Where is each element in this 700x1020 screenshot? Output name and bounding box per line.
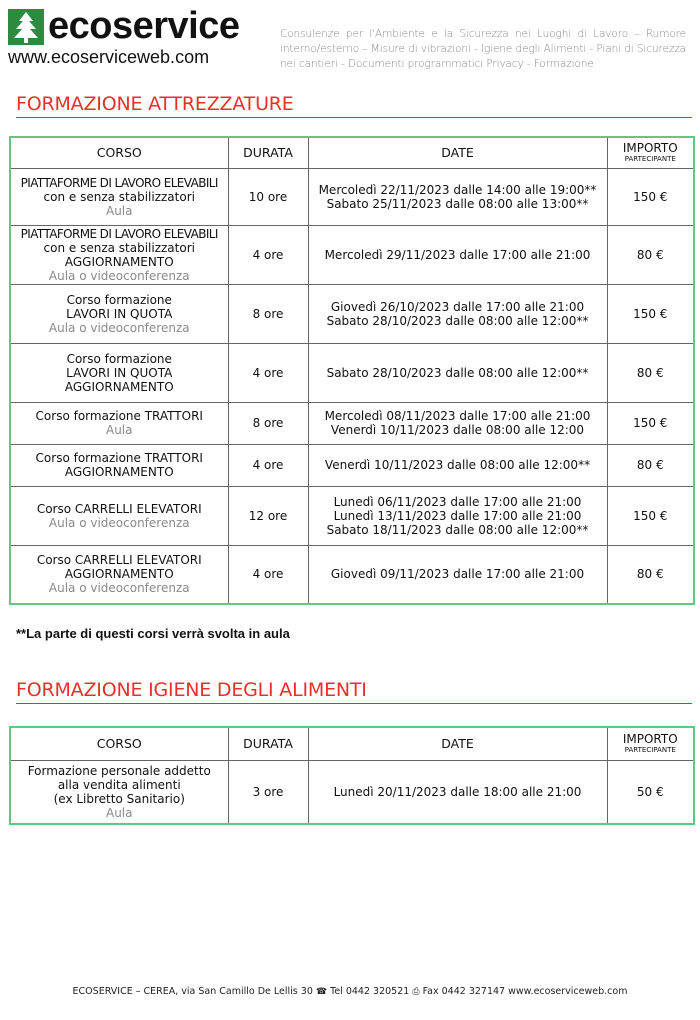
course-name-line: AGGIORNAMENTO	[64, 465, 174, 479]
table-row	[10, 225, 694, 284]
table-header-row	[10, 137, 694, 168]
date-line: Mercoledì 29/11/2023 dalle 17:00 alle 21:00	[324, 247, 591, 262]
dates-cell	[308, 486, 607, 545]
table-row	[10, 444, 694, 486]
course-name-line: Corso formazione TRATTORI	[35, 409, 203, 423]
dates-cell	[308, 545, 607, 604]
duration-cell: 4 ore	[228, 343, 308, 402]
course-cell	[10, 760, 228, 824]
date-line: Mercoledì 22/11/2023 dalle 14:00 alle 19:00**	[318, 182, 597, 197]
date-line: Giovedì 26/10/2023 dalle 17:00 alle 21:00	[330, 299, 585, 314]
course-name-line: AGGIORNAMENTO	[64, 254, 174, 269]
table-row	[10, 284, 694, 343]
duration-cell: 10 ore	[228, 168, 308, 225]
date-line: Lunedì 06/11/2023 dalle 17:00 alle 21:00	[333, 494, 582, 509]
course-mode: Aula o videoconferenza	[48, 581, 190, 596]
table-header-row	[10, 727, 694, 760]
courses-table-attrezzature	[9, 136, 695, 605]
dates-cell	[308, 225, 607, 284]
header-date: DATE	[308, 727, 607, 760]
header-importo-sub: PARTECIPANTE	[624, 154, 676, 163]
price-cell: 150 €	[607, 486, 694, 545]
date-line: Lunedì 13/11/2023 dalle 17:00 alle 21:00	[333, 508, 582, 523]
course-name-line: Corso formazione	[66, 351, 172, 366]
course-cell	[10, 225, 228, 284]
course-name-line: PIATTAFORME DI LAVORO ELEVABILI	[20, 226, 218, 241]
course-name-line: AGGIORNAMENTO	[64, 379, 174, 394]
price-cell: 80 €	[607, 545, 694, 604]
course-cell	[10, 168, 228, 225]
header-importo	[607, 137, 694, 168]
course-mode: Aula	[105, 805, 133, 820]
table-row	[10, 402, 694, 444]
duration-cell: 3 ore	[228, 760, 308, 824]
price-cell: 80 €	[607, 225, 694, 284]
course-name-line: Corso formazione	[66, 292, 172, 307]
price-cell: 80 €	[607, 343, 694, 402]
dates-cell	[308, 343, 607, 402]
section-title-igiene: FORMAZIONE IGIENE DEGLI ALIMENTI	[16, 678, 692, 704]
date-line: Giovedì 09/11/2023 dalle 17:00 alle 21:00	[330, 567, 585, 582]
telephone-icon: ☎	[315, 987, 328, 997]
duration-cell: 4 ore	[228, 444, 308, 486]
course-mode: Aula o videoconferenza	[48, 515, 190, 530]
course-name-line: Corso CARRELLI ELEVATORI	[36, 553, 202, 568]
course-name-line: Corso formazione TRATTORI	[35, 451, 203, 465]
course-name-line: alla vendita alimenti	[57, 777, 181, 792]
table-row	[10, 168, 694, 225]
date-line: Sabato 28/10/2023 dalle 08:00 alle 12:00**	[326, 365, 589, 380]
duration-cell: 8 ore	[228, 402, 308, 444]
footer-address: ECOSERVICE – CEREA, via San Camillo De Lellis 30	[72, 986, 313, 997]
date-line: Sabato 28/10/2023 dalle 08:00 alle 12:00**	[326, 313, 589, 328]
course-cell	[10, 402, 228, 444]
table-row	[10, 343, 694, 402]
footer-web[interactable]: www.ecoserviceweb.com	[508, 986, 628, 997]
duration-cell: 4 ore	[228, 225, 308, 284]
date-line: Venerdì 10/11/2023 dalle 08:00 alle 12:00	[330, 423, 585, 437]
price-cell: 80 €	[607, 444, 694, 486]
price-cell: 150 €	[607, 402, 694, 444]
page-footer	[0, 986, 700, 997]
fax-icon: ⎙	[412, 987, 420, 997]
course-cell	[10, 545, 228, 604]
course-name-line: LAVORI IN QUOTA	[66, 306, 173, 321]
dates-cell	[308, 168, 607, 225]
course-cell	[10, 444, 228, 486]
dates-cell	[308, 444, 607, 486]
date-line: Lunedì 20/11/2023 dalle 18:00 alle 21:00	[333, 784, 582, 799]
header-date: DATE	[308, 137, 607, 168]
date-line: Sabato 25/11/2023 dalle 08:00 alle 13:00**	[326, 196, 589, 211]
footer-tel: Tel 0442 320521	[330, 986, 410, 997]
header-importo	[607, 727, 694, 760]
price-cell: 50 €	[607, 760, 694, 824]
header-importo-sub: PARTECIPANTE	[624, 745, 676, 754]
table-row	[10, 760, 694, 824]
logo-name: ecoservice	[48, 5, 240, 47]
dates-cell	[308, 402, 607, 444]
dates-cell	[308, 760, 607, 824]
course-name-line: con e senza stabilizzatori	[43, 189, 195, 204]
header-corso: CORSO	[10, 727, 228, 760]
duration-cell: 12 ore	[228, 486, 308, 545]
header-durata: DURATA	[228, 727, 308, 760]
course-mode: Aula o videoconferenza	[48, 268, 190, 283]
date-line: Mercoledì 08/11/2023 dalle 17:00 alle 21:00	[324, 409, 591, 423]
pine-tree-icon	[8, 9, 44, 45]
price-cell: 150 €	[607, 284, 694, 343]
course-name-line: LAVORI IN QUOTA	[66, 365, 173, 380]
course-name-line: PIATTAFORME DI LAVORO ELEVABILI	[20, 175, 218, 190]
header-importo-label: IMPORTO	[622, 140, 678, 155]
page-header	[0, 0, 700, 80]
date-line: Venerdì 10/11/2023 dalle 08:00 alle 12:00**	[324, 458, 591, 472]
section-title-attrezzature: FORMAZIONE ATTREZZATURE	[16, 92, 692, 118]
table-row	[10, 486, 694, 545]
course-cell	[10, 284, 228, 343]
footnote: **La parte di questi corsi verrà svolta in aula	[16, 626, 290, 641]
header-importo-label: IMPORTO	[622, 731, 678, 746]
course-name-line: con e senza stabilizzatori	[43, 240, 195, 255]
course-name-line: Formazione personale addetto	[27, 763, 211, 778]
course-cell	[10, 486, 228, 545]
header-durata: DURATA	[228, 137, 308, 168]
dates-cell	[308, 284, 607, 343]
date-line: Sabato 18/11/2023 dalle 08:00 alle 12:00**	[326, 522, 589, 537]
header-corso: CORSO	[10, 137, 228, 168]
course-mode: Aula	[105, 203, 133, 218]
footer-fax: Fax 0442 327147	[422, 986, 506, 997]
courses-table-igiene	[9, 726, 695, 825]
course-mode: Aula	[105, 423, 133, 437]
logo-url[interactable]: www.ecoserviceweb.com	[8, 47, 210, 67]
price-cell: 150 €	[607, 168, 694, 225]
course-name-line: Corso CARRELLI ELEVATORI	[36, 501, 202, 516]
duration-cell: 4 ore	[228, 545, 308, 604]
course-cell	[10, 343, 228, 402]
course-mode: Aula o videoconferenza	[48, 320, 190, 335]
duration-cell: 8 ore	[228, 284, 308, 343]
course-name-line: (ex Libretto Sanitario)	[53, 791, 185, 806]
header-description: Consulenze per l'Ambiente e la Sicurezza nei Luoghi di Lavoro – Rumore interno/esterno – Misure di vibrazioni - Igiene degli Alimenti - Piani di Sicurezza nei cantieri - Documenti programmatici Privacy - Formazione	[280, 28, 686, 70]
course-name-line: AGGIORNAMENTO	[64, 567, 174, 582]
table-row	[10, 545, 694, 604]
